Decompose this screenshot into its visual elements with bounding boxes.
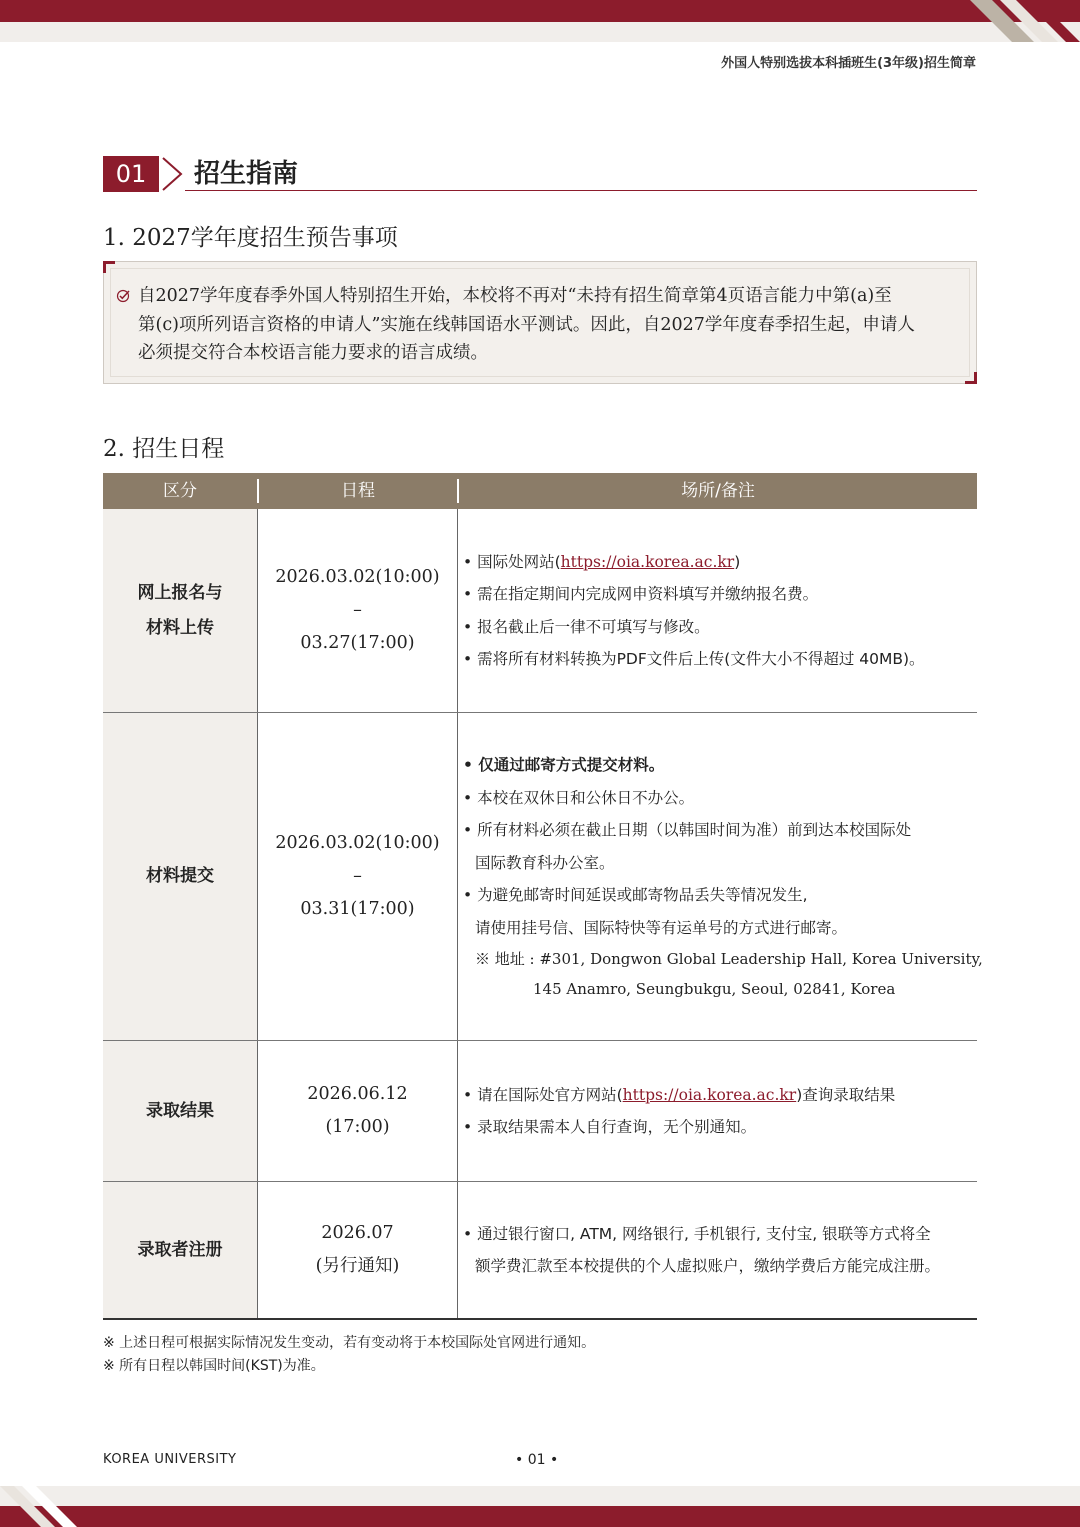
date-line: (17:00)	[325, 1117, 390, 1137]
row-date	[258, 1182, 457, 1318]
footnote: ※ 所有日程以韩国时间(KST)为准。	[103, 1358, 325, 1374]
note-line: 国际教育科办公室。	[475, 853, 615, 872]
bottom-stripes-decoration	[0, 1486, 100, 1527]
top-stripes-decoration	[960, 0, 1080, 42]
note-line: • 通过银行窗口, ATM, 网络银行, 手机银行, 支付宝, 银联等方式将全	[463, 1224, 931, 1243]
notice-line: 必须提交符合本校语言能力要求的语言成绩。	[138, 343, 488, 363]
note-line: • 所有材料必须在截止日期（以韩国时间为准）前到达本校国际处	[463, 821, 912, 839]
date-line: 2026.03.02(10:00)	[275, 833, 440, 853]
oia-website-link[interactable]: https://oia.korea.ac.kr	[622, 1085, 797, 1104]
subsection-title-2: 2. 招生日程	[103, 436, 225, 462]
address-line: ※ 地址 : #301, Dongwon Global Leadership Hall, Korea University,	[475, 950, 983, 968]
footer-brand: KOREA UNIVERSITY	[103, 1452, 237, 1467]
category-line: 录取结果	[146, 1100, 214, 1121]
category-line: 录取者注册	[137, 1239, 223, 1260]
date-line: 2026.06.12	[307, 1084, 408, 1104]
row-category	[103, 509, 257, 712]
note-line: • 报名截止后一律不可填写与修改。	[463, 617, 710, 636]
section-title: 招生指南	[194, 159, 299, 189]
check-circle-icon	[116, 289, 130, 303]
top-band	[0, 0, 1080, 22]
row-category	[103, 1182, 257, 1318]
row-category	[103, 1041, 257, 1181]
note-line: • 需将所有材料转换为PDF文件后上传(文件大小不得超过 40MB)。	[463, 650, 925, 668]
section-arrow-icon	[159, 156, 189, 192]
row-notes	[458, 1182, 977, 1318]
column-header-date: 日程	[341, 481, 375, 501]
note-line: • 国际处网站(https://oia.korea.ac.kr)	[463, 552, 741, 571]
category-line: 材料提交	[146, 866, 214, 886]
page-number: • 01 •	[515, 1452, 559, 1468]
corner-mark-bottom-right	[965, 372, 977, 384]
section-underline	[185, 190, 977, 191]
notice-line: 自2027学年度春季外国人特别招生开始，本校将不再对“未持有招生简章第4页语言能力中第(a)至	[138, 286, 892, 306]
row-notes	[458, 1041, 977, 1181]
date-line: –	[353, 866, 362, 886]
date-line: 2026.03.02(10:00)	[275, 567, 440, 587]
corner-mark-top-left	[103, 261, 115, 273]
note-line: • 请在国际处官方网站(https://oia.korea.ac.kr)查询录取结果	[463, 1085, 896, 1104]
row-date	[258, 713, 457, 1040]
bottom-band	[0, 1506, 1080, 1527]
row-date	[258, 509, 457, 712]
note-line: • 需在指定期间内完成网申资料填写并缴纳报名费。	[463, 585, 819, 603]
address-line: 145 Anamro, Seungbukgu, Seoul, 02841, Korea	[533, 980, 896, 998]
table-row	[103, 1182, 977, 1320]
table-row	[103, 509, 977, 713]
note-line: • 仅通过邮寄方式提交材料。	[463, 756, 665, 774]
top-band-light	[0, 22, 1080, 42]
note-line: 请使用挂号信、国际特快等有运单号的方式进行邮寄。	[475, 918, 848, 937]
row-notes	[458, 509, 977, 712]
note-line: • 录取结果需本人自行查询，无个别通知。	[463, 1118, 757, 1136]
date-line: 2026.07	[321, 1223, 394, 1243]
notice-line: 第(c)项所列语言资格的申请人”实施在线韩国语水平测试。因此，自2027学年度春季招生起，申请人	[138, 314, 915, 335]
date-line: 03.27(17:00)	[300, 633, 415, 653]
notice-text	[138, 282, 960, 368]
table-row	[103, 1041, 977, 1182]
date-line: (另行通知)	[315, 1256, 400, 1276]
note-line: • 本校在双休日和公休日不办公。	[463, 788, 695, 807]
table-row	[103, 713, 983, 1041]
category-line: 材料上传	[146, 617, 214, 638]
document-header-title: 外国人特别选拔本科插班生(3年级)招生简章	[721, 56, 976, 71]
subsection-title-1: 1. 2027学年度招生预告事项	[103, 225, 398, 251]
note-line: 额学费汇款至本校提供的个人虚拟账户，缴纳学费后方能完成注册。	[475, 1257, 941, 1275]
row-notes	[458, 713, 983, 1040]
footnote: ※ 上述日程可根据实际情况发生变动，若有变动将于本校国际处官网进行通知。	[103, 1335, 596, 1351]
row-category	[103, 713, 257, 1040]
section-number: 01	[103, 156, 159, 192]
date-line: 03.31(17:00)	[300, 899, 415, 919]
row-date	[258, 1041, 457, 1181]
date-line: –	[353, 600, 362, 620]
note-line: • 为避免邮寄时间延误或邮寄物品丢失等情况发生,	[463, 886, 808, 904]
schedule-table-header	[103, 473, 977, 509]
category-line: 网上报名与	[137, 582, 223, 603]
oia-website-link[interactable]: https://oia.korea.ac.kr	[560, 552, 735, 571]
column-header-notes: 场所/备注	[681, 481, 755, 501]
column-header-category: 区分	[163, 481, 197, 501]
bottom-band-light	[0, 1486, 1080, 1506]
